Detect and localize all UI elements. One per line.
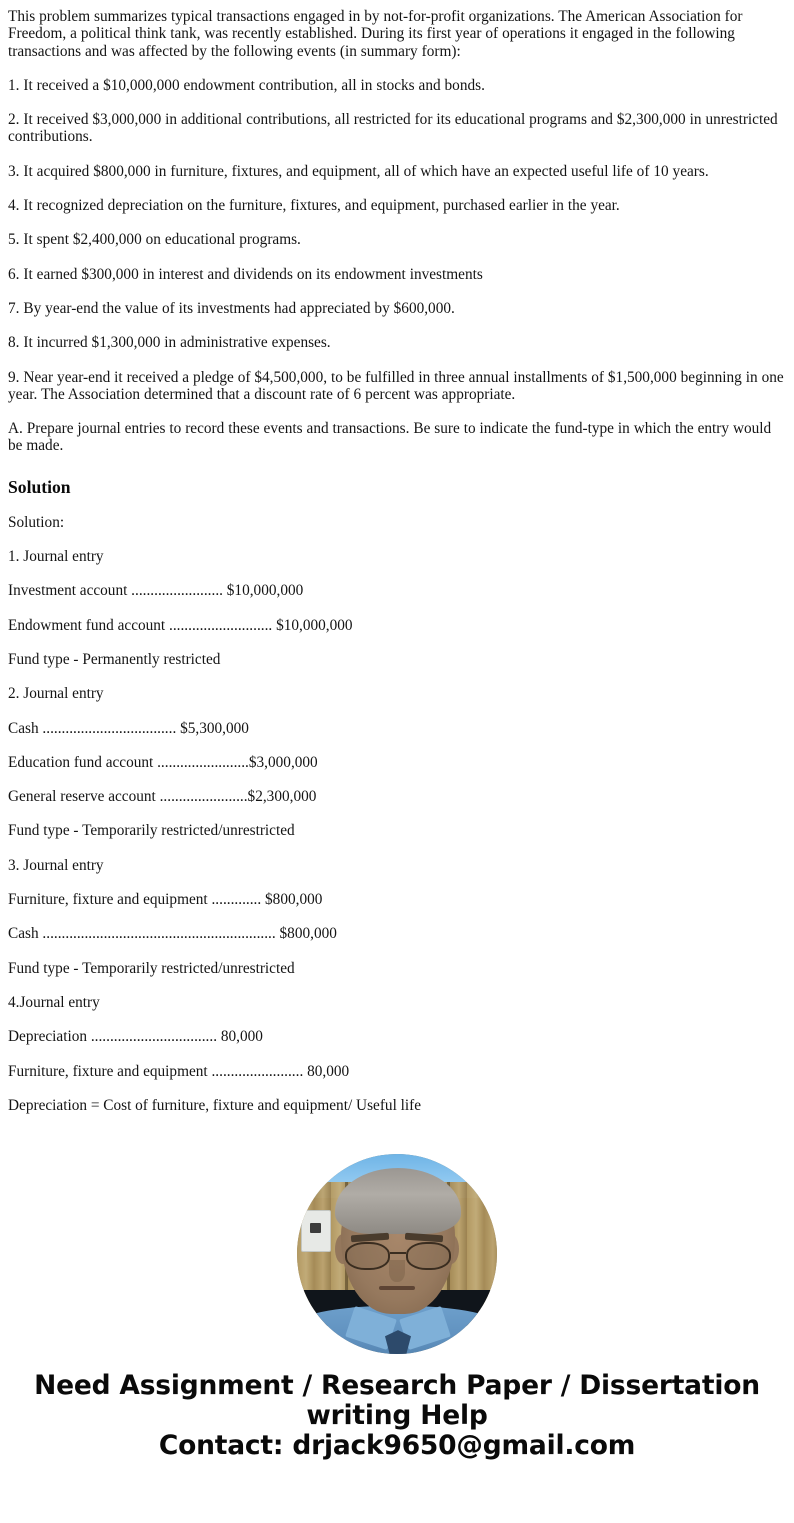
event-item-7: 7. By year-end the value of its investments had appreciated by $600,000. bbox=[8, 299, 455, 317]
event-item-5: 5. It spent $2,400,000 on educational programs. bbox=[8, 231, 301, 249]
solution-line-15: 4.Journal entry bbox=[8, 993, 100, 1011]
solution-line-17: Furniture, fixture and equipment ........................ 80,000 bbox=[8, 1062, 350, 1080]
profile-photo-container bbox=[0, 1131, 794, 1355]
photo-glasses-lens-right bbox=[406, 1242, 451, 1270]
solution-line-2: 1. Journal entry bbox=[8, 548, 104, 566]
event-item-6: 6. It earned $300,000 in interest and dividends on its endowment investments bbox=[8, 265, 483, 283]
solution-line-8: Education fund account ........................$3,000,000 bbox=[8, 753, 318, 771]
intro-paragraph: This problem summarizes typical transactions engaged in by not-for-profit organizations. The American Association for Freedom, a political think tank, was recently established. During its first year of operations it engaged in the following transactions and was affected by the following events (in summary form): bbox=[8, 8, 743, 60]
footer-headline-line-2: writing Help bbox=[306, 1400, 488, 1432]
solution-line-12: Furniture, fixture and equipment ............. $800,000 bbox=[8, 891, 323, 909]
event-item-2: 2. It received $3,000,000 in additional contributions, all restricted for its educational programs and $2,300,000 in unrestricted contributions. bbox=[8, 111, 778, 146]
document-body bbox=[8, 8, 786, 1114]
event-item-4: 4. It recognized depreciation on the furniture, fixtures, and equipment, purchased earlier in the year. bbox=[8, 197, 620, 215]
solution-line-18: Depreciation = Cost of furniture, fixture and equipment/ Useful life bbox=[8, 1096, 422, 1114]
contact-footer bbox=[0, 1355, 794, 1461]
solution-line-3: Investment account ........................ $10,000,000 bbox=[8, 582, 304, 600]
solution-line-6: 2. Journal entry bbox=[8, 685, 104, 703]
solution-heading: Solution bbox=[8, 476, 71, 497]
solution-line-14: Fund type - Temporarily restricted/unrestricted bbox=[8, 959, 295, 977]
event-item-8: 8. It incurred $1,300,000 in administrative expenses. bbox=[8, 334, 331, 352]
solution-line-16: Depreciation ................................. 80,000 bbox=[8, 1028, 263, 1046]
photo-glasses-bridge bbox=[390, 1252, 407, 1254]
solution-line-4: Endowment fund account ........................... $10,000,000 bbox=[8, 616, 353, 634]
photo-glasses-lens-left bbox=[345, 1242, 390, 1270]
event-item-9: 9. Near year-end it received a pledge of $4,500,000, to be fulfilled in three annual installments of $1,500,000 beginning in one year. The Association determined that a discount rate of 6 percent was appropriate. bbox=[8, 368, 784, 403]
photo-light-switch bbox=[301, 1210, 331, 1252]
footer-headline-line-1: Need Assignment / Research Paper / Dissertation bbox=[34, 1370, 760, 1402]
requirement-paragraph: A. Prepare journal entries to record these events and transactions. Be sure to indicate the fund-type in which the entry would be made. bbox=[8, 420, 772, 455]
footer-contact-line: Contact: drjack9650@gmail.com bbox=[158, 1430, 636, 1462]
solution-line-9: General reserve account .......................$2,300,000 bbox=[8, 788, 317, 806]
solution-line-11: 3. Journal entry bbox=[8, 856, 104, 874]
avatar bbox=[297, 1154, 497, 1354]
event-item-3: 3. It acquired $800,000 in furniture, fixtures, and equipment, all of which have an expected useful life of 10 years. bbox=[8, 162, 709, 180]
photo-mouth bbox=[379, 1286, 415, 1290]
solution-line-5: Fund type - Permanently restricted bbox=[8, 650, 221, 668]
event-item-1: 1. It received a $10,000,000 endowment contribution, all in stocks and bonds. bbox=[8, 76, 485, 94]
solution-line-7: Cash ................................... $5,300,000 bbox=[8, 719, 249, 737]
solution-line-1: Solution: bbox=[8, 513, 65, 531]
solution-line-13: Cash ............................................................. $800,000 bbox=[8, 925, 337, 943]
photo-nose bbox=[389, 1260, 405, 1282]
solution-line-10: Fund type - Temporarily restricted/unrestricted bbox=[8, 822, 295, 840]
